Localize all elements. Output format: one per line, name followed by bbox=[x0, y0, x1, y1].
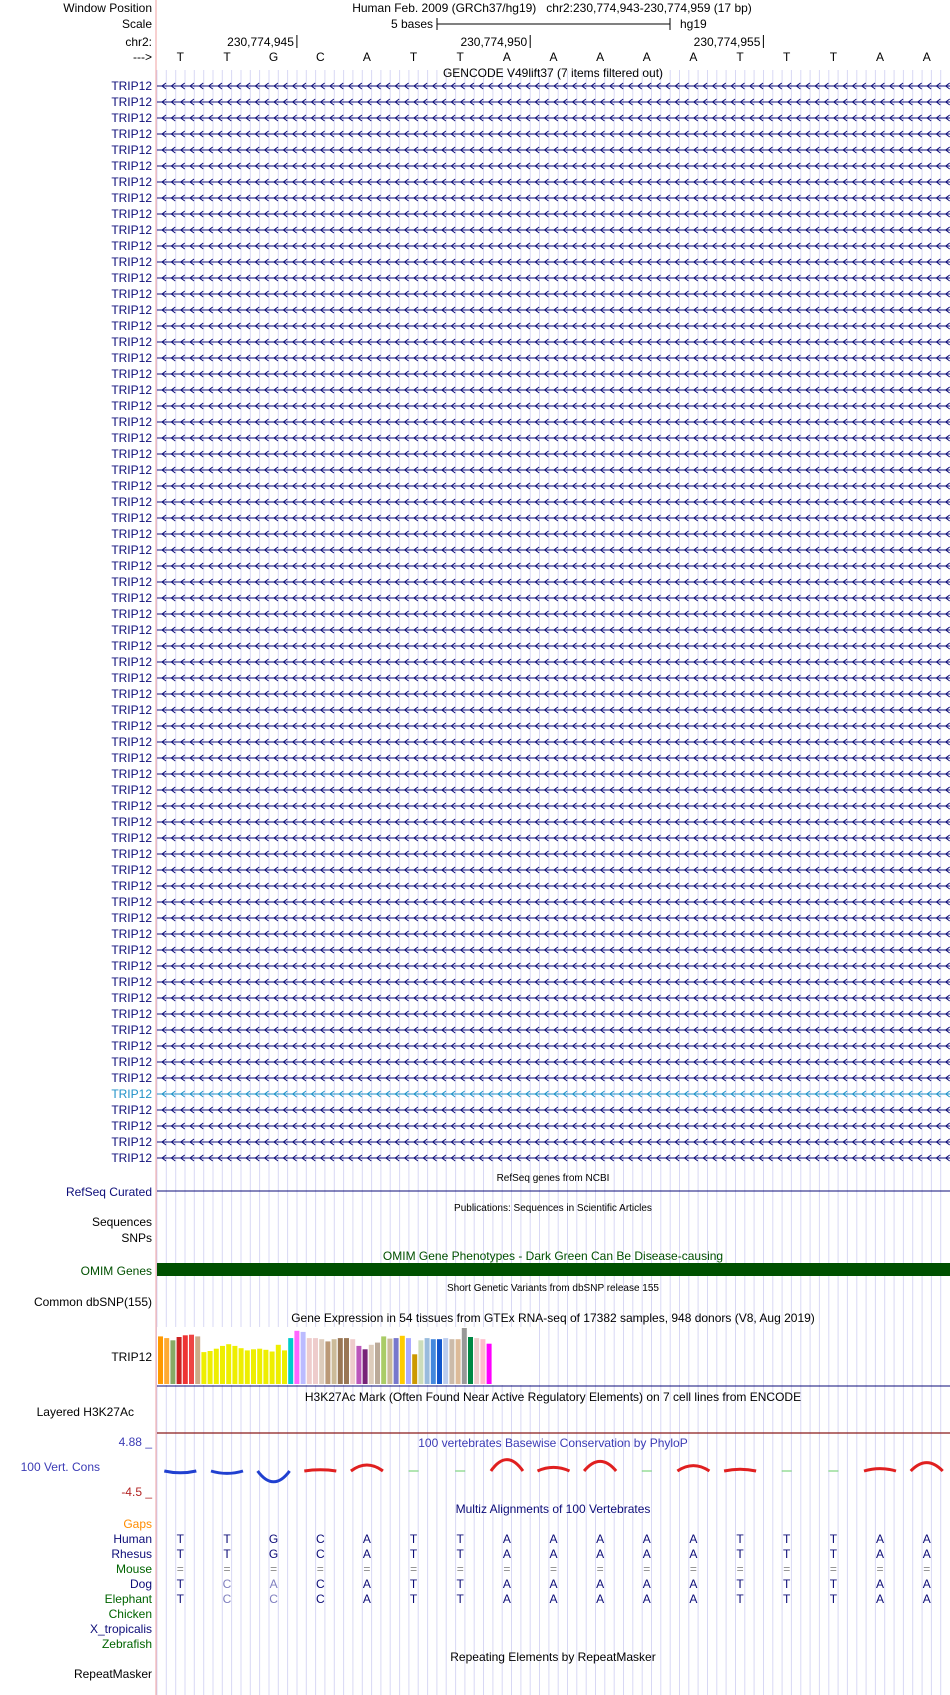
phylop-mark bbox=[304, 1470, 336, 1471]
multiz-base: = bbox=[829, 1562, 837, 1576]
multiz-base: = bbox=[596, 1562, 604, 1576]
gtex-tissue-bar[interactable] bbox=[325, 1341, 330, 1384]
gencode-gene-label[interactable]: TRIP12 bbox=[111, 863, 152, 877]
gencode-gene-label[interactable]: TRIP12 bbox=[111, 975, 152, 989]
gencode-gene-label[interactable]: TRIP12 bbox=[111, 415, 152, 429]
gencode-track-title: GENCODE V49lift37 (7 items filtered out) bbox=[442, 66, 664, 80]
gencode-gene-label[interactable]: TRIP12 bbox=[111, 255, 152, 269]
gtex-tissue-bar[interactable] bbox=[282, 1350, 287, 1384]
gencode-gene-label[interactable]: TRIP12 bbox=[111, 895, 152, 909]
gtex-tissue-bar[interactable] bbox=[195, 1336, 200, 1384]
multiz-base: T bbox=[223, 1532, 231, 1546]
gencode-gene-label[interactable]: TRIP12 bbox=[111, 1039, 152, 1053]
multiz-base: A bbox=[596, 1592, 605, 1606]
multiz-base: C bbox=[222, 1592, 232, 1606]
gencode-gene-label[interactable]: TRIP12 bbox=[111, 687, 152, 701]
base-letter: A bbox=[642, 50, 651, 64]
gencode-gene-label[interactable]: TRIP12 bbox=[111, 879, 152, 893]
gtex-tissue-bar[interactable] bbox=[257, 1349, 262, 1384]
gtex-tissue-bar[interactable] bbox=[437, 1339, 442, 1384]
refseq-track-title: RefSeq genes from NCBI bbox=[496, 1173, 610, 1184]
multiz-base: A bbox=[689, 1592, 698, 1606]
gtex-tissue-bar[interactable] bbox=[177, 1337, 182, 1384]
multiz-base: A bbox=[689, 1577, 698, 1591]
multiz-base: T bbox=[783, 1592, 791, 1606]
scale-text: 5 bases bbox=[390, 17, 433, 31]
multiz-base: A bbox=[502, 1592, 511, 1606]
multiz-base: A bbox=[549, 1592, 558, 1606]
multiz-base: C bbox=[315, 1532, 325, 1546]
repeatmasker-track-title: Repeating Elements by RepeatMasker bbox=[450, 1650, 656, 1664]
multiz-species-label[interactable]: Rhesus bbox=[111, 1547, 152, 1561]
strand-label: ---> bbox=[133, 50, 152, 64]
multiz-base: A bbox=[362, 1532, 371, 1546]
gencode-gene-label[interactable]: TRIP12 bbox=[111, 751, 152, 765]
multiz-base: T bbox=[736, 1532, 744, 1546]
phylop-mark bbox=[351, 1465, 383, 1471]
multiz-base: C bbox=[315, 1592, 325, 1606]
gencode-gene-label[interactable]: TRIP12 bbox=[111, 143, 152, 157]
multiz-base: = bbox=[363, 1562, 371, 1576]
gencode-gene-label[interactable]: TRIP12 bbox=[111, 559, 152, 573]
gencode-gene-label[interactable]: TRIP12 bbox=[111, 239, 152, 253]
omim-track-label: OMIM Genes bbox=[80, 1264, 152, 1278]
gtex-tissue-bar[interactable] bbox=[276, 1345, 281, 1384]
gencode-gene-label[interactable]: TRIP12 bbox=[111, 319, 152, 333]
gencode-gene-label[interactable]: TRIP12 bbox=[111, 431, 152, 445]
phylop-mark bbox=[724, 1469, 756, 1471]
base-letter: T bbox=[176, 50, 184, 64]
gencode-gene-label[interactable]: TRIP12 bbox=[111, 671, 152, 685]
ruler-position: 230,774,945 bbox=[227, 35, 294, 49]
gencode-gene-label[interactable]: TRIP12 bbox=[111, 1135, 152, 1149]
gtex-tissue-bar[interactable] bbox=[480, 1339, 485, 1384]
multiz-base: A bbox=[502, 1577, 511, 1591]
gencode-gene-label[interactable]: TRIP12 bbox=[111, 527, 152, 541]
multiz-gaps-label: Gaps bbox=[123, 1517, 152, 1531]
multiz-base: T bbox=[456, 1532, 464, 1546]
gencode-gene-label[interactable]: TRIP12 bbox=[111, 1087, 152, 1101]
gencode-gene-label[interactable]: TRIP12 bbox=[111, 287, 152, 301]
base-letter: A bbox=[922, 50, 931, 64]
base-letter: T bbox=[223, 50, 231, 64]
multiz-base: A bbox=[689, 1547, 698, 1561]
gtex-tissue-bar[interactable] bbox=[183, 1335, 188, 1384]
base-letter: T bbox=[736, 50, 744, 64]
multiz-base: A bbox=[502, 1532, 511, 1546]
gtex-tissue-bar[interactable] bbox=[487, 1344, 492, 1384]
base-letter: A bbox=[689, 50, 698, 64]
gencode-gene-label[interactable]: TRIP12 bbox=[111, 943, 152, 957]
multiz-species-label[interactable]: X_tropicalis bbox=[89, 1622, 152, 1636]
phylop-track-title: 100 vertebrates Basewise Conservation by PhyloP bbox=[418, 1436, 688, 1450]
multiz-base: = bbox=[689, 1562, 697, 1576]
gtex-tissue-bar[interactable] bbox=[363, 1349, 368, 1384]
gencode-gene-label[interactable]: TRIP12 bbox=[111, 367, 152, 381]
gencode-gene-label[interactable]: TRIP12 bbox=[111, 271, 152, 285]
gencode-gene-label[interactable]: TRIP12 bbox=[111, 127, 152, 141]
gtex-tissue-bar[interactable] bbox=[270, 1352, 275, 1385]
gencode-gene-label[interactable]: TRIP12 bbox=[111, 479, 152, 493]
scale-label: Scale bbox=[121, 17, 152, 31]
multiz-base: C bbox=[222, 1577, 232, 1591]
multiz-base: A bbox=[875, 1592, 885, 1606]
gencode-gene-label[interactable]: TRIP12 bbox=[111, 655, 152, 669]
gencode-gene-label[interactable]: TRIP12 bbox=[111, 95, 152, 109]
phylop-mark bbox=[538, 1467, 570, 1471]
gtex-tissue-bar[interactable] bbox=[425, 1338, 430, 1384]
multiz-base: A bbox=[362, 1577, 371, 1591]
refseq-track-label: RefSeq Curated bbox=[65, 1185, 152, 1199]
phylop-mark bbox=[491, 1460, 523, 1471]
multiz-base: = bbox=[549, 1562, 558, 1576]
publications-sequences-label: Sequences bbox=[91, 1215, 152, 1229]
gtex-tissue-bar[interactable] bbox=[474, 1338, 479, 1384]
multiz-species-label[interactable]: Elephant bbox=[104, 1592, 152, 1606]
gencode-gene-label[interactable]: TRIP12 bbox=[111, 495, 152, 509]
base-letter: T bbox=[829, 50, 838, 64]
multiz-base: T bbox=[409, 1577, 418, 1591]
gencode-gene-label[interactable]: TRIP12 bbox=[111, 991, 152, 1005]
multiz-base: T bbox=[783, 1547, 791, 1561]
ruler-header[interactable] bbox=[63, 1, 930, 64]
multiz-base: T bbox=[176, 1577, 184, 1591]
multiz-base: A bbox=[689, 1532, 698, 1546]
gencode-gene-label[interactable]: TRIP12 bbox=[111, 303, 152, 317]
ruler-position: 230,774,950 bbox=[460, 35, 528, 49]
multiz-base: = bbox=[316, 1562, 324, 1576]
base-letter: C bbox=[315, 50, 325, 64]
multiz-base: A bbox=[922, 1547, 931, 1561]
phylop-mark bbox=[211, 1471, 243, 1473]
gtex-tissue-bar[interactable] bbox=[443, 1338, 448, 1384]
gtex-tissue-bar[interactable] bbox=[387, 1339, 392, 1384]
multiz-base: A bbox=[362, 1547, 371, 1561]
gencode-gene-label[interactable]: TRIP12 bbox=[111, 639, 152, 653]
gencode-gene-label[interactable]: TRIP12 bbox=[111, 1103, 152, 1117]
h3k27ac-track-title: H3K27Ac Mark (Often Found Near Active Regulatory Elements) on 7 cell lines from ENCODE bbox=[304, 1390, 802, 1404]
gtex-tissue-bar[interactable] bbox=[263, 1350, 268, 1384]
phylop-mark bbox=[258, 1471, 290, 1482]
multiz-base: T bbox=[176, 1592, 184, 1606]
multiz-base: = bbox=[876, 1562, 884, 1576]
multiz-base: A bbox=[596, 1577, 605, 1591]
gtex-tissue-bar[interactable] bbox=[301, 1332, 306, 1384]
gtex-track-label: TRIP12 bbox=[111, 1350, 152, 1364]
gencode-gene-label[interactable]: TRIP12 bbox=[111, 1151, 152, 1165]
gencode-gene-label[interactable]: TRIP12 bbox=[111, 575, 152, 589]
multiz-base: T bbox=[409, 1532, 418, 1546]
multiz-base: A bbox=[642, 1547, 651, 1561]
multiz-base: A bbox=[362, 1592, 371, 1606]
gtex-tissue-bar[interactable] bbox=[344, 1338, 349, 1384]
gencode-gene-label[interactable]: TRIP12 bbox=[111, 927, 152, 941]
base-letter: T bbox=[456, 50, 464, 64]
phylop-mark bbox=[864, 1469, 896, 1471]
db-label: hg19 bbox=[680, 17, 707, 31]
multiz-base: C bbox=[315, 1577, 325, 1591]
multiz-base: A bbox=[642, 1592, 651, 1606]
multiz-base: T bbox=[829, 1592, 838, 1606]
gtex-tissue-bar[interactable] bbox=[332, 1339, 337, 1384]
multiz-base: = bbox=[270, 1562, 278, 1576]
gtex-tissue-bar[interactable] bbox=[412, 1354, 417, 1384]
multiz-base: T bbox=[456, 1577, 464, 1591]
multiz-base: A bbox=[922, 1532, 931, 1546]
gtex-tissue-bar[interactable] bbox=[431, 1339, 436, 1384]
gencode-gene-label[interactable]: TRIP12 bbox=[111, 191, 152, 205]
multiz-species-label[interactable]: Human bbox=[113, 1532, 152, 1546]
gtex-tissue-bar[interactable] bbox=[418, 1340, 423, 1384]
base-letter: A bbox=[362, 50, 371, 64]
multiz-base: A bbox=[922, 1577, 931, 1591]
multiz-track-title: Multiz Alignments of 100 Vertebrates bbox=[455, 1502, 651, 1516]
base-letter: A bbox=[549, 50, 558, 64]
gencode-gene-label[interactable]: TRIP12 bbox=[111, 831, 152, 845]
multiz-base: T bbox=[829, 1577, 838, 1591]
phylop-track-label: 100 Vert. Cons bbox=[20, 1460, 100, 1474]
phylop-mark bbox=[677, 1466, 709, 1471]
gtex-tissue-bar[interactable] bbox=[232, 1346, 237, 1384]
gtex-tissue-bar[interactable] bbox=[201, 1352, 206, 1384]
gencode-gene-label[interactable]: TRIP12 bbox=[111, 1007, 152, 1021]
publications-snps-label: SNPs bbox=[121, 1231, 152, 1245]
multiz-base: A bbox=[549, 1577, 558, 1591]
multiz-base: T bbox=[736, 1547, 744, 1561]
gtex-tissue-bar[interactable] bbox=[356, 1346, 361, 1384]
gtex-tissue-bar[interactable] bbox=[319, 1339, 324, 1384]
multiz-base: C bbox=[269, 1592, 278, 1606]
multiz-base: A bbox=[875, 1577, 885, 1591]
dbsnp-track-label: Common dbSNP(155) bbox=[33, 1295, 152, 1309]
multiz-base: T bbox=[736, 1577, 744, 1591]
h3k27ac-track-label: Layered H3K27Ac bbox=[36, 1405, 134, 1419]
multiz-base: T bbox=[736, 1592, 744, 1606]
gtex-tissue-bar[interactable] bbox=[307, 1338, 312, 1384]
multiz-species-label[interactable]: Dog bbox=[129, 1577, 152, 1591]
gtex-tissue-bar[interactable] bbox=[350, 1339, 355, 1384]
ruler-position: 230,774,955 bbox=[693, 35, 761, 49]
omim-track-title: OMIM Gene Phenotypes - Dark Green Can Be Disease-causing bbox=[382, 1249, 724, 1263]
gencode-gene-label[interactable]: TRIP12 bbox=[111, 703, 152, 717]
multiz-base: = bbox=[456, 1562, 464, 1576]
gencode-gene-label[interactable]: TRIP12 bbox=[111, 175, 152, 189]
multiz-base: T bbox=[176, 1547, 184, 1561]
gencode-gene-label[interactable]: TRIP12 bbox=[111, 607, 152, 621]
multiz-base: T bbox=[176, 1532, 184, 1546]
gtex-tissue-bar[interactable] bbox=[220, 1346, 225, 1384]
phylop-mark bbox=[911, 1463, 943, 1471]
multiz-base: = bbox=[923, 1562, 931, 1576]
gtex-tissue-bar[interactable] bbox=[164, 1338, 169, 1384]
multiz-base: T bbox=[829, 1532, 838, 1546]
multiz-base: C bbox=[315, 1547, 325, 1561]
phylop-min-label: -4.5 _ bbox=[121, 1485, 152, 1499]
gtex-tissue-bar[interactable] bbox=[170, 1340, 175, 1384]
multiz-base: A bbox=[502, 1547, 511, 1561]
gencode-gene-label[interactable]: TRIP12 bbox=[111, 335, 152, 349]
multiz-base: = bbox=[223, 1562, 231, 1576]
gencode-gene-label[interactable]: TRIP12 bbox=[111, 207, 152, 221]
gencode-gene-label[interactable]: TRIP12 bbox=[111, 399, 152, 413]
gencode-gene-label[interactable]: TRIP12 bbox=[111, 1055, 152, 1069]
multiz-base: A bbox=[269, 1577, 278, 1591]
base-letter: T bbox=[409, 50, 418, 64]
gtex-tissue-bar[interactable] bbox=[381, 1336, 386, 1384]
multiz-base: = bbox=[176, 1562, 184, 1576]
gencode-gene-label[interactable]: TRIP12 bbox=[111, 719, 152, 733]
multiz-base: G bbox=[268, 1532, 279, 1546]
multiz-alignment[interactable] bbox=[90, 1532, 931, 1651]
multiz-base: A bbox=[549, 1532, 558, 1546]
phylop-mark bbox=[164, 1471, 196, 1473]
phylop-mark bbox=[584, 1461, 616, 1471]
gencode-gene-label[interactable]: TRIP12 bbox=[111, 1071, 152, 1085]
gencode-gene-label[interactable]: TRIP12 bbox=[111, 351, 152, 365]
multiz-base: T bbox=[223, 1547, 231, 1561]
gencode-gene-label[interactable]: TRIP12 bbox=[111, 447, 152, 461]
gtex-tissue-bar[interactable] bbox=[462, 1328, 467, 1384]
ruler-positions bbox=[227, 35, 763, 49]
gencode-gene-label[interactable]: TRIP12 bbox=[111, 159, 152, 173]
multiz-base: = bbox=[736, 1562, 744, 1576]
multiz-base: T bbox=[409, 1592, 418, 1606]
gtex-tissue-bar[interactable] bbox=[313, 1338, 318, 1384]
multiz-base: A bbox=[596, 1547, 605, 1561]
gtex-tissue-bar[interactable] bbox=[294, 1331, 299, 1384]
gtex-tissue-bar[interactable] bbox=[375, 1343, 380, 1384]
gtex-tissue-bar[interactable] bbox=[369, 1345, 374, 1384]
base-letter: G bbox=[268, 50, 279, 64]
chr-label: chr2: bbox=[125, 35, 152, 49]
multiz-base: T bbox=[783, 1577, 791, 1591]
gtex-tissue-bar[interactable] bbox=[456, 1339, 461, 1384]
gencode-gene-label[interactable]: TRIP12 bbox=[111, 463, 152, 477]
multiz-base: A bbox=[549, 1547, 558, 1561]
gtex-tissue-bar[interactable] bbox=[394, 1338, 399, 1384]
gencode-gene-label[interactable]: TRIP12 bbox=[111, 383, 152, 397]
gencode-gene-label[interactable]: TRIP12 bbox=[111, 79, 152, 93]
publications-track-title: Publications: Sequences in Scientific Articles bbox=[454, 1203, 652, 1214]
gencode-gene-label[interactable]: TRIP12 bbox=[111, 783, 152, 797]
gencode-gene-label[interactable]: TRIP12 bbox=[111, 847, 152, 861]
base-grid bbox=[157, 70, 941, 1695]
multiz-base: A bbox=[596, 1532, 605, 1546]
gtex-tissue-bar[interactable] bbox=[468, 1337, 473, 1384]
gencode-gene-label[interactable]: TRIP12 bbox=[111, 959, 152, 973]
gencode-gene-label[interactable]: TRIP12 bbox=[111, 767, 152, 781]
base-sequence bbox=[177, 50, 931, 64]
phylop-conservation-plot[interactable] bbox=[164, 1460, 942, 1482]
gtex-tissue-bar[interactable] bbox=[400, 1336, 405, 1384]
gtex-tissue-bar[interactable] bbox=[245, 1350, 250, 1384]
gtex-track-title: Gene Expression in 54 tissues from GTEx RNA-seq of 17382 samples, 948 donors (V8, Aug 2019) bbox=[291, 1311, 815, 1325]
gencode-gene-label[interactable]: TRIP12 bbox=[111, 623, 152, 637]
multiz-species-label[interactable]: Zebrafish bbox=[101, 1637, 152, 1651]
multiz-base: = bbox=[643, 1562, 651, 1576]
dbsnp-track-title: Short Genetic Variants from dbSNP release 155 bbox=[447, 1283, 659, 1294]
multiz-base: G bbox=[268, 1547, 279, 1561]
gencode-gene-label[interactable]: TRIP12 bbox=[111, 911, 152, 925]
multiz-base: T bbox=[456, 1592, 464, 1606]
base-letter: A bbox=[875, 50, 885, 64]
gtex-tissue-bar[interactable] bbox=[406, 1338, 411, 1384]
multiz-base: T bbox=[456, 1547, 464, 1561]
gtex-tissue-bar[interactable] bbox=[189, 1335, 194, 1384]
gencode-gene-label[interactable]: TRIP12 bbox=[111, 591, 152, 605]
multiz-base: T bbox=[829, 1547, 838, 1561]
assembly-title: Human Feb. 2009 (GRCh37/hg19) chr2:230,774,943-230,774,959 (17 bp) bbox=[352, 1, 752, 15]
multiz-species-label[interactable]: Mouse bbox=[115, 1562, 152, 1576]
gencode-gene-label[interactable]: TRIP12 bbox=[111, 1023, 152, 1037]
multiz-base: A bbox=[642, 1577, 651, 1591]
phylop-max-label: 4.88 _ bbox=[118, 1435, 152, 1449]
gtex-tissue-bar[interactable] bbox=[239, 1348, 244, 1384]
gtex-tissue-bar[interactable] bbox=[226, 1344, 231, 1384]
gtex-tissue-bar[interactable] bbox=[449, 1339, 454, 1384]
multiz-base: T bbox=[783, 1532, 791, 1546]
repeatmasker-track-label: RepeatMasker bbox=[73, 1667, 152, 1681]
multiz-species-label[interactable]: Chicken bbox=[108, 1607, 152, 1621]
gtex-tissue-bar[interactable] bbox=[288, 1338, 293, 1384]
gtex-tissue-bar[interactable] bbox=[208, 1351, 213, 1384]
omim-gene-bar[interactable] bbox=[157, 1263, 950, 1276]
multiz-base: A bbox=[922, 1592, 931, 1606]
gencode-gene-label[interactable]: TRIP12 bbox=[111, 543, 152, 557]
gencode-gene-label[interactable]: TRIP12 bbox=[111, 735, 152, 749]
window-position-label: Window Position bbox=[63, 1, 152, 15]
gencode-gene-label[interactable]: TRIP12 bbox=[111, 511, 152, 525]
multiz-base: = bbox=[410, 1562, 418, 1576]
base-letter: A bbox=[502, 50, 511, 64]
gencode-gene-label[interactable]: TRIP12 bbox=[111, 815, 152, 829]
gencode-gene-label[interactable]: TRIP12 bbox=[111, 1119, 152, 1133]
gencode-gene-label[interactable]: TRIP12 bbox=[111, 799, 152, 813]
gtex-tissue-bar[interactable] bbox=[251, 1349, 256, 1384]
gtex-tissue-bar[interactable] bbox=[158, 1336, 163, 1384]
gtex-tissue-bar[interactable] bbox=[214, 1349, 219, 1384]
base-letter: T bbox=[783, 50, 791, 64]
multiz-base: = bbox=[503, 1562, 511, 1576]
multiz-base: = bbox=[783, 1562, 791, 1576]
multiz-base: T bbox=[409, 1547, 418, 1561]
gencode-gene-label[interactable]: TRIP12 bbox=[111, 111, 152, 125]
multiz-base: A bbox=[642, 1532, 651, 1546]
base-letter: A bbox=[596, 50, 605, 64]
gtex-tissue-bar[interactable] bbox=[338, 1338, 343, 1384]
multiz-base: A bbox=[875, 1547, 885, 1561]
gencode-gene-label[interactable]: TRIP12 bbox=[111, 223, 152, 237]
multiz-base: A bbox=[875, 1532, 885, 1546]
